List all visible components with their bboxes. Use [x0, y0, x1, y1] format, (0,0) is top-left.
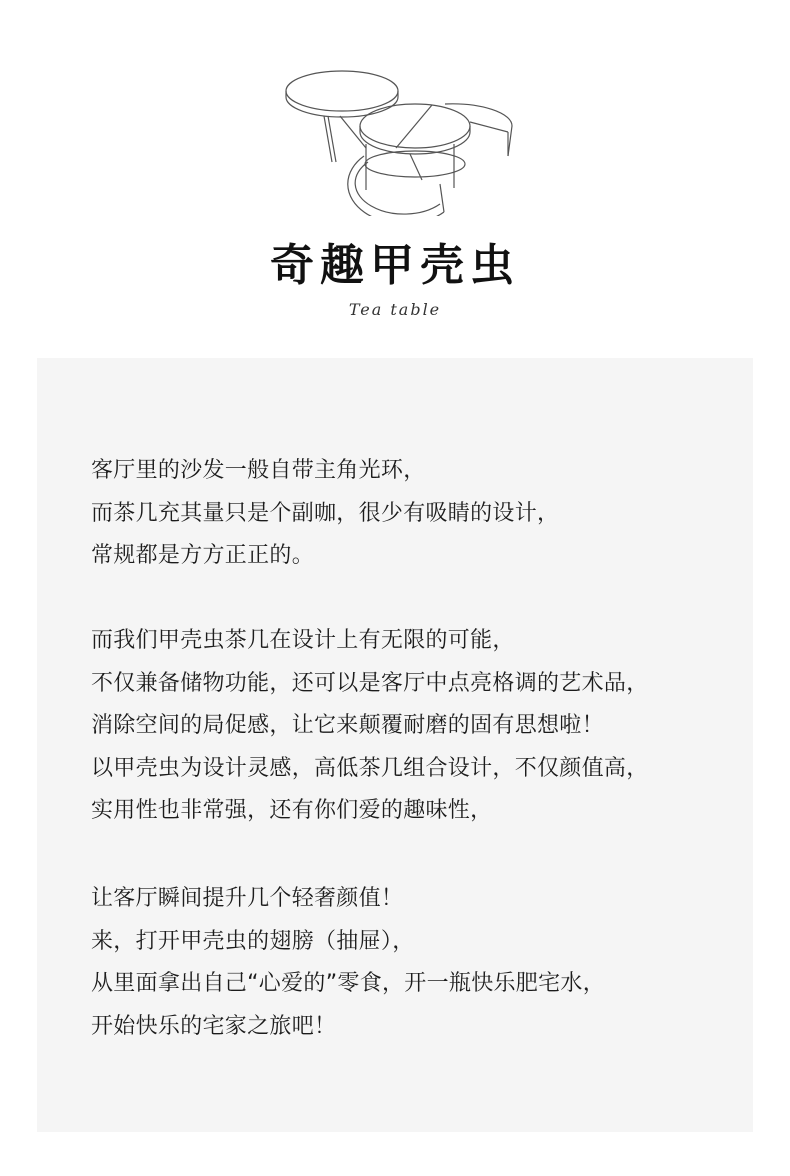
paragraph-2	[91, 620, 741, 833]
page-subtitle: Tea table	[348, 300, 442, 319]
text-line: 开始快乐的宅家之旅吧！	[91, 1013, 337, 1039]
text-line: 让客厅瞬间提升几个轻奢颜值！	[91, 886, 404, 911]
text-line: 以甲壳虫为设计灵感，高低茶几组合设计，不仅颜值高，	[91, 755, 649, 781]
page-title: 奇趣甲壳虫	[270, 240, 520, 291]
paragraph-1	[91, 450, 741, 578]
text-line: 常规都是方方正正的。	[91, 543, 315, 568]
description-panel	[37, 358, 753, 1132]
paragraph-3	[91, 878, 741, 1048]
text-line: 实用性也非常强，还有你们爱的趣味性，	[91, 798, 493, 823]
text-line: 消除空间的局促感，让它来颠覆耐磨的固有思想啦！	[91, 713, 604, 738]
text-line: 而茶几充其量只是个副咖，很少有吸睛的设计，	[91, 500, 560, 526]
text-line: 而我们甲壳虫茶几在设计上有无限的可能，	[91, 628, 515, 653]
text-line: 不仅兼备储物功能，还可以是客厅中点亮格调的艺术品，	[91, 670, 649, 696]
text-line: 客厅里的沙发一般自带主角光环，	[91, 458, 426, 483]
coffee-table-illustration	[280, 64, 520, 216]
text-line: 从里面拿出自己“心爱的”零食，开一瓶快乐肥宅水，	[91, 971, 605, 996]
text-line: 来，打开甲壳虫的翅膀（抽屉），	[91, 928, 415, 954]
